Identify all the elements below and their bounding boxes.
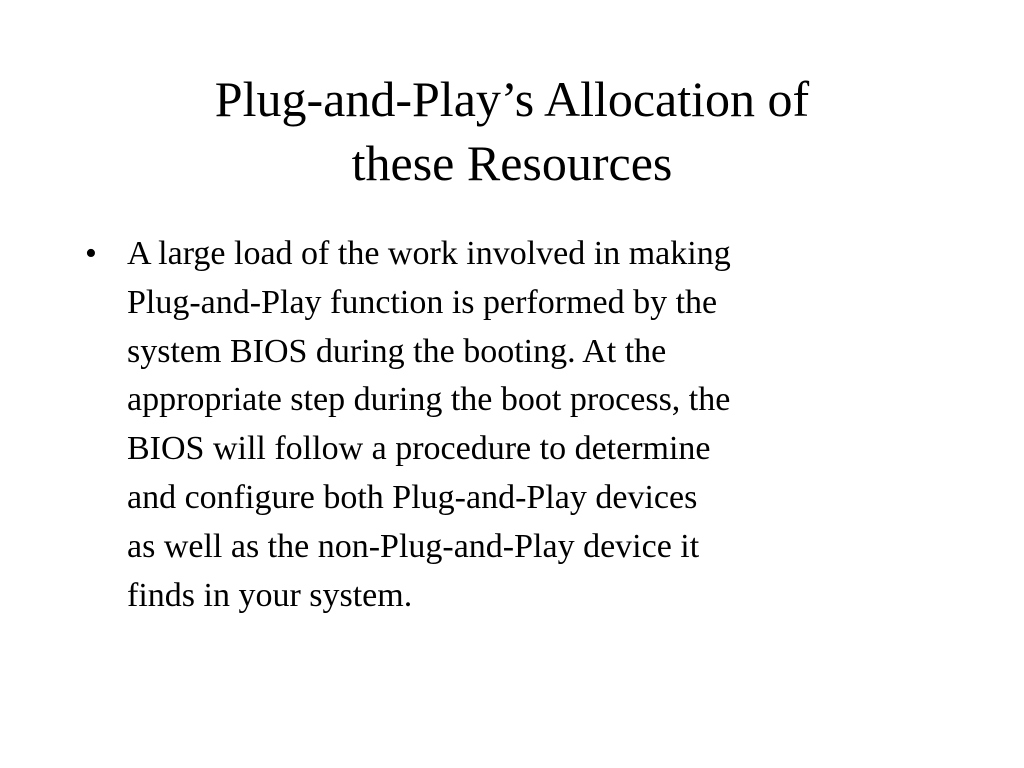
bullet-text-line: BIOS will follow a procedure to determine	[127, 430, 711, 468]
bullet-text	[127, 230, 965, 620]
bullet-item	[85, 230, 965, 620]
bullet-text-line: as well as the non-Plug-and-Play device it	[127, 527, 700, 565]
bullet-text-line: A large load of the work involved in making	[127, 235, 731, 272]
bullet-text-line: and configure both Plug-and-Play devices	[127, 478, 698, 516]
bullet-marker: •	[85, 235, 97, 272]
bullet-text-line: system BIOS during the booting. At the	[127, 332, 667, 370]
bullet-text-line: finds in your system.	[127, 576, 413, 614]
slide-title-line: Plug-and-Play’s Allocation of	[214, 71, 810, 127]
slide-title-line: these Resources	[351, 135, 673, 191]
bullet-text-line: Plug-and-Play function is performed by the	[127, 283, 718, 321]
slide-title	[60, 67, 964, 195]
bullet-list	[85, 230, 965, 620]
bullet-text-line: appropriate step during the boot process, the	[127, 381, 731, 419]
